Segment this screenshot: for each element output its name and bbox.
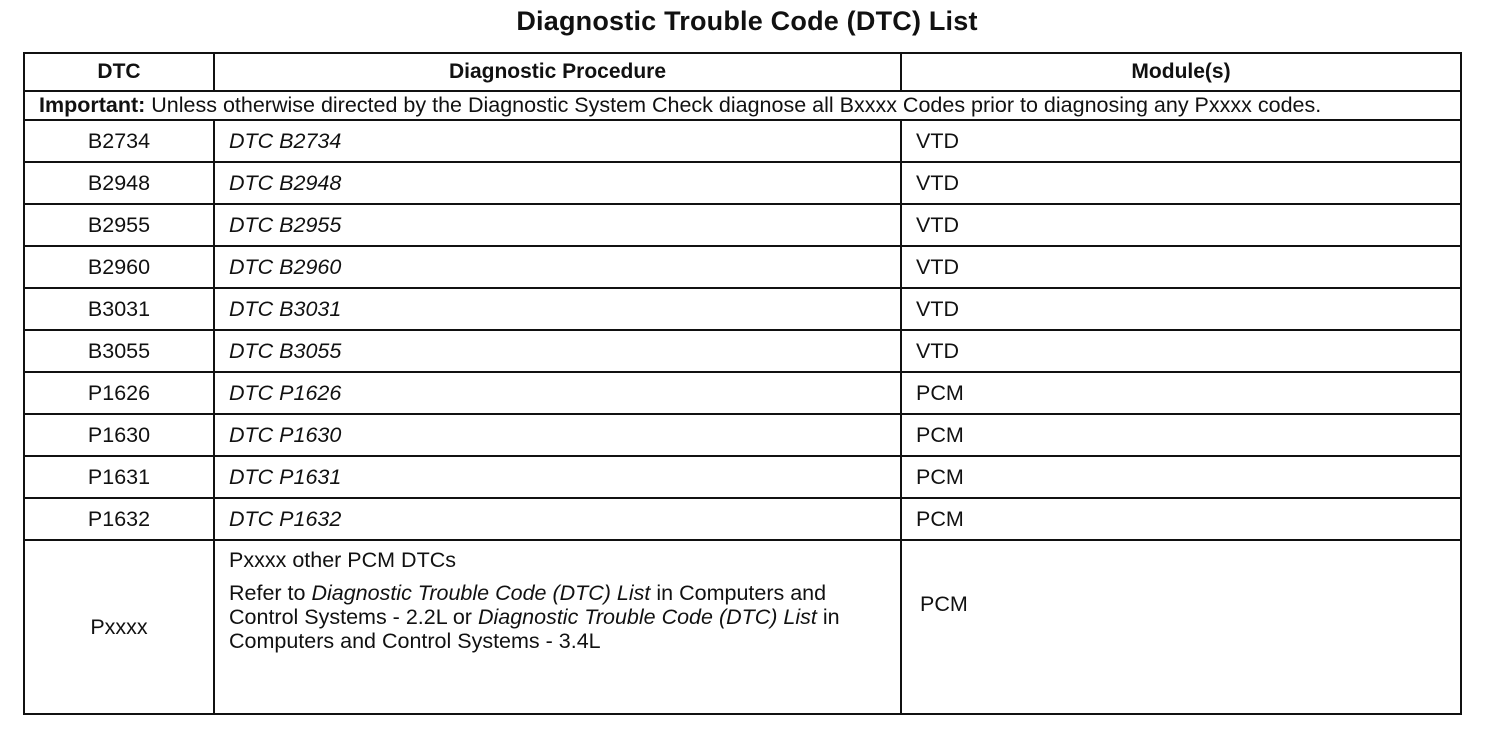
table-row <box>24 162 1461 204</box>
module-name: PCM <box>901 372 1461 414</box>
table-row <box>24 372 1461 414</box>
procedure-link[interactable]: DTC B2960 <box>214 246 901 288</box>
dtc-table <box>23 52 1462 715</box>
dtc-code: B3031 <box>24 288 214 330</box>
dtc-code: P1626 <box>24 372 214 414</box>
procedure-link[interactable]: DTC B2948 <box>214 162 901 204</box>
ref-text-1: Refer to <box>229 581 312 605</box>
procedure-reference <box>229 581 886 653</box>
procedure-link[interactable]: DTC B3055 <box>214 330 901 372</box>
module-name: VTD <box>901 330 1461 372</box>
table-row <box>24 246 1461 288</box>
table-row-other <box>24 540 1461 714</box>
header-row <box>24 53 1461 91</box>
dtc-code: B3055 <box>24 330 214 372</box>
table-row <box>24 414 1461 456</box>
module-name: VTD <box>901 162 1461 204</box>
ref-text-2: in Computers and Control Systems - 2.2L or <box>229 581 827 629</box>
procedure-link[interactable]: DTC P1632 <box>214 498 901 540</box>
important-note <box>24 91 1461 120</box>
table-row <box>24 288 1461 330</box>
header-procedure: Diagnostic Procedure <box>214 53 901 91</box>
module-name: PCM <box>901 456 1461 498</box>
procedure-link[interactable]: DTC B2734 <box>214 120 901 162</box>
procedure-link[interactable]: DTC P1630 <box>214 414 901 456</box>
module-name: PCM <box>901 498 1461 540</box>
module-name: VTD <box>901 204 1461 246</box>
module-name: VTD <box>901 288 1461 330</box>
dtc-code: Pxxxx <box>24 540 214 714</box>
table-row <box>24 456 1461 498</box>
note-row <box>24 91 1461 120</box>
procedure-link[interactable]: DTC B2955 <box>214 204 901 246</box>
header-modules: Module(s) <box>901 53 1461 91</box>
table-row <box>24 498 1461 540</box>
module-name: VTD <box>901 246 1461 288</box>
procedure-other <box>214 540 901 714</box>
important-label: Important: <box>39 93 146 117</box>
dtc-code: P1632 <box>24 498 214 540</box>
module-name: PCM <box>901 540 1461 714</box>
module-name: VTD <box>901 120 1461 162</box>
header-dtc: DTC <box>24 53 214 91</box>
dtc-code: B2955 <box>24 204 214 246</box>
ref-link-dtc-list-3-4l[interactable]: Diagnostic Trouble Code (DTC) List <box>477 605 817 629</box>
procedure-link[interactable]: DTC B3031 <box>214 288 901 330</box>
table-row <box>24 204 1461 246</box>
important-text: Unless otherwise directed by the Diagnostic System Check diagnose all Bxxxx Codes prior to diagnosing any Pxxxx codes. <box>145 93 1322 117</box>
dtc-code: B2948 <box>24 162 214 204</box>
module-name: PCM <box>901 414 1461 456</box>
dtc-code: P1631 <box>24 456 214 498</box>
dtc-code: B2960 <box>24 246 214 288</box>
page-title: Diagnostic Trouble Code (DTC) List <box>516 6 978 36</box>
table-row <box>24 120 1461 162</box>
procedure-other-title: Pxxxx other PCM DTCs <box>229 548 456 572</box>
procedure-link[interactable]: DTC P1631 <box>214 456 901 498</box>
ref-text-3: in Computers and Control Systems - 3.4L <box>229 605 840 653</box>
procedure-link[interactable]: DTC P1626 <box>214 372 901 414</box>
dtc-code: B2734 <box>24 120 214 162</box>
table-row <box>24 330 1461 372</box>
dtc-code: P1630 <box>24 414 214 456</box>
ref-link-dtc-list-2-2l[interactable]: Diagnostic Trouble Code (DTC) List <box>311 581 651 605</box>
